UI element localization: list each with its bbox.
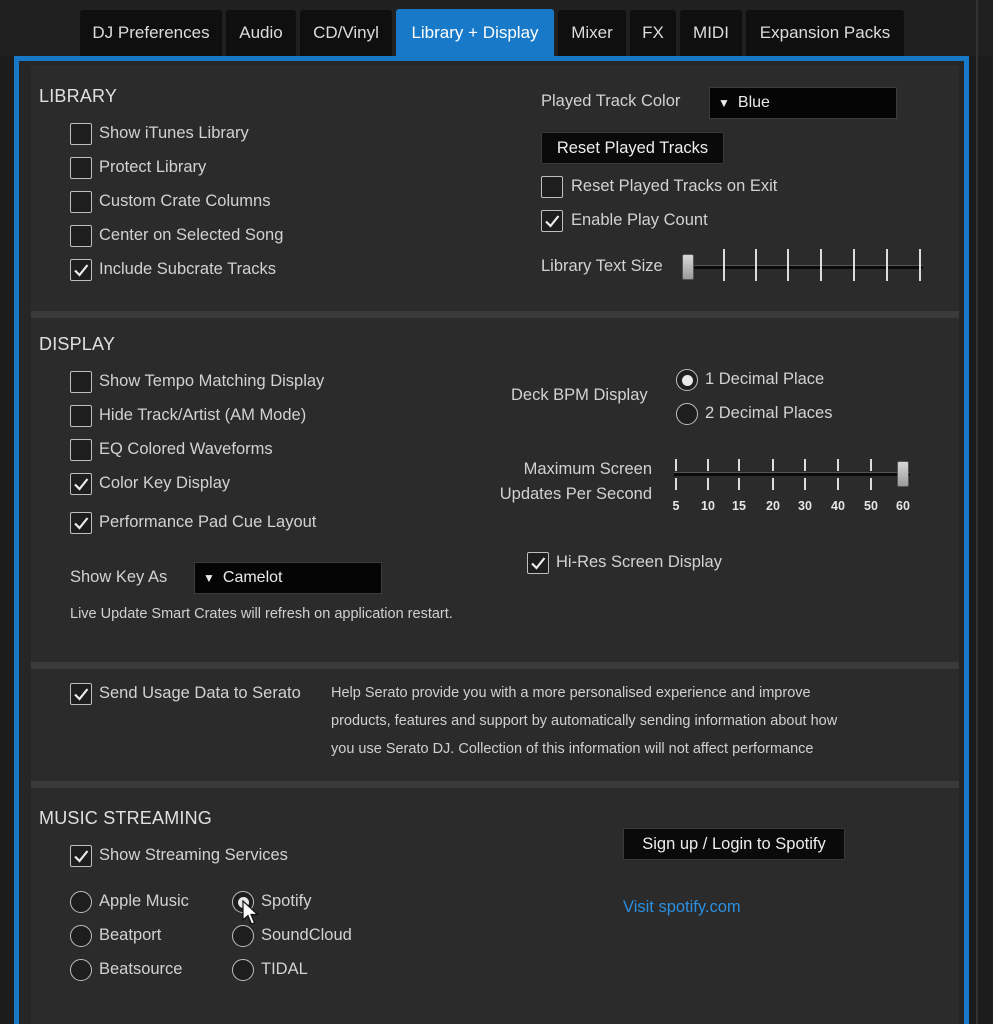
mouse-cursor-icon [242,900,260,926]
center-selected-song-checkbox[interactable] [70,225,92,247]
beatport-label: Beatport [99,926,162,944]
check-icon [72,475,90,493]
spotify-label: Spotify [261,892,312,910]
protect-library-label: Protect Library [99,158,207,176]
bpm-2-decimal-label: 2 Decimal Places [705,404,833,422]
hires-display-label: Hi-Res Screen Display [556,553,722,571]
include-subcrate-checkbox[interactable] [70,259,92,281]
slider-tick [853,249,855,281]
tick-label-20: 20 [766,499,780,513]
usage-section [31,669,959,781]
show-key-as-dropdown[interactable] [194,562,382,594]
soundcloud-radio[interactable] [232,925,254,947]
usage-description-2: products, features and support by automatically sending information about how [331,713,838,729]
check-icon [72,261,90,279]
protect-library-checkbox[interactable] [70,157,92,179]
played-track-color-label: Played Track Color [541,92,681,110]
tick-label-15: 15 [732,499,746,513]
slider-tick [787,249,789,281]
spotify-login-button[interactable]: Sign up / Login to Spotify [623,828,845,860]
tick-label-30: 30 [798,499,812,513]
hide-track-artist-label: Hide Track/Artist (AM Mode) [99,406,307,424]
apple-music-label: Apple Music [99,892,189,910]
custom-crate-columns-label: Custom Crate Columns [99,192,271,210]
center-selected-song-label: Center on Selected Song [99,226,284,244]
tick-label-60: 60 [896,499,910,513]
color-key-display-checkbox[interactable] [70,473,92,495]
slider-tick [772,459,774,471]
show-streaming-checkbox[interactable] [70,845,92,867]
performance-pad-checkbox[interactable] [70,512,92,534]
tidal-radio[interactable] [232,959,254,981]
max-updates-label-2: Updates Per Second [499,485,652,503]
slider-track [674,472,910,476]
send-usage-data-label: Send Usage Data to Serato [99,684,301,702]
slider-tick [804,478,806,490]
slider-tick [837,478,839,490]
streaming-heading: MUSIC STREAMING [39,808,213,828]
radio-dot [682,375,693,386]
apple-music-radio[interactable] [70,891,92,913]
usage-description-1: Help Serato provide you with a more personalised experience and improve [331,685,811,701]
show-key-as-label: Show Key As [70,568,168,586]
display-section [31,318,959,662]
display-heading: DISPLAY [39,334,116,354]
library-text-size-label: Library Text Size [541,257,663,275]
show-itunes-checkbox[interactable] [70,123,92,145]
reset-played-tracks-button[interactable]: Reset Played Tracks [541,132,724,164]
show-itunes-label: Show iTunes Library [99,124,249,142]
eq-colored-waveforms-label: EQ Colored Waveforms [99,440,273,458]
enable-play-count-checkbox[interactable] [541,210,563,232]
bpm-2-decimal-radio[interactable] [676,403,698,425]
tab-cd-vinyl[interactable]: CD/Vinyl [300,10,392,56]
eq-colored-waveforms-checkbox[interactable] [70,439,92,461]
played-track-color-value: Blue [737,94,770,111]
beatport-radio[interactable] [70,925,92,947]
slider-tick [772,478,774,490]
max-updates-slider-handle[interactable] [897,461,909,487]
smart-crates-note: Live Update Smart Crates will refresh on application restart. [70,606,453,622]
reset-on-exit-checkbox[interactable] [541,176,563,198]
tab-mixer[interactable]: Mixer [558,10,626,56]
slider-tick [820,249,822,281]
slider-tick [675,478,677,490]
color-key-display-label: Color Key Display [99,474,231,492]
tab-dj-preferences[interactable]: DJ Preferences [80,10,222,56]
slider-tick [707,459,709,471]
reset-on-exit-label: Reset Played Tracks on Exit [571,177,778,195]
slider-tick [707,478,709,490]
tick-label-50: 50 [864,499,878,513]
show-streaming-label: Show Streaming Services [99,846,288,864]
check-icon [72,685,90,703]
performance-pad-label: Performance Pad Cue Layout [99,513,317,531]
tick-label-10: 10 [701,499,715,513]
section-divider [31,662,959,669]
slider-tick [919,249,921,281]
visit-spotify-link[interactable]: Visit spotify.com [623,898,741,916]
slider-tick [870,478,872,490]
library-section [31,65,959,311]
slider-tick [886,249,888,281]
enable-play-count-label: Enable Play Count [571,211,708,229]
tempo-matching-label: Show Tempo Matching Display [99,372,325,390]
section-divider [31,311,959,318]
soundcloud-label: SoundCloud [261,926,352,944]
tab-midi[interactable]: MIDI [680,10,742,56]
max-updates-label-1: Maximum Screen [523,460,652,478]
hires-display-checkbox[interactable] [527,552,549,574]
tab-expansion-packs[interactable]: Expansion Packs [746,10,904,56]
tempo-matching-checkbox[interactable] [70,371,92,393]
library-heading: LIBRARY [39,86,118,106]
streaming-section [31,788,959,1024]
check-icon [529,554,547,572]
beatsource-label: Beatsource [99,960,183,978]
tab-fx[interactable]: FX [630,10,676,56]
tab-audio[interactable]: Audio [226,10,296,56]
tidal-label: TIDAL [261,960,308,978]
played-track-color-dropdown[interactable] [709,87,897,119]
slider-tick [755,249,757,281]
bpm-1-decimal-radio[interactable] [676,369,698,391]
section-divider [31,781,959,788]
slider-tick [675,459,677,471]
preferences-panel [14,56,969,1024]
caret-down-icon: ▼ [718,96,730,110]
caret-down-icon: ▼ [203,571,215,585]
deck-bpm-label: Deck BPM Display [511,386,648,404]
tab-bar [0,0,993,56]
hide-track-artist-checkbox[interactable] [70,405,92,427]
tick-label-5: 5 [672,499,680,513]
slider-tick [804,459,806,471]
text-size-slider-handle[interactable] [682,254,694,280]
tab-library-display[interactable]: Library + Display [396,9,554,57]
slider-tick [723,249,725,281]
check-icon [72,514,90,532]
window-edge [976,0,978,1024]
send-usage-data-checkbox[interactable] [70,683,92,705]
include-subcrate-label: Include Subcrate Tracks [99,260,277,278]
show-key-as-value: Camelot [222,569,283,586]
usage-description-3: you use Serato DJ. Collection of this information will not affect performance [331,741,814,757]
check-icon [543,212,561,230]
bpm-1-decimal-label: 1 Decimal Place [705,370,825,388]
check-icon [72,847,90,865]
slider-tick [738,459,740,471]
slider-tick [738,478,740,490]
slider-tick [837,459,839,471]
slider-tick [870,459,872,471]
custom-crate-columns-checkbox[interactable] [70,191,92,213]
beatsource-radio[interactable] [70,959,92,981]
tick-label-40: 40 [831,499,845,513]
